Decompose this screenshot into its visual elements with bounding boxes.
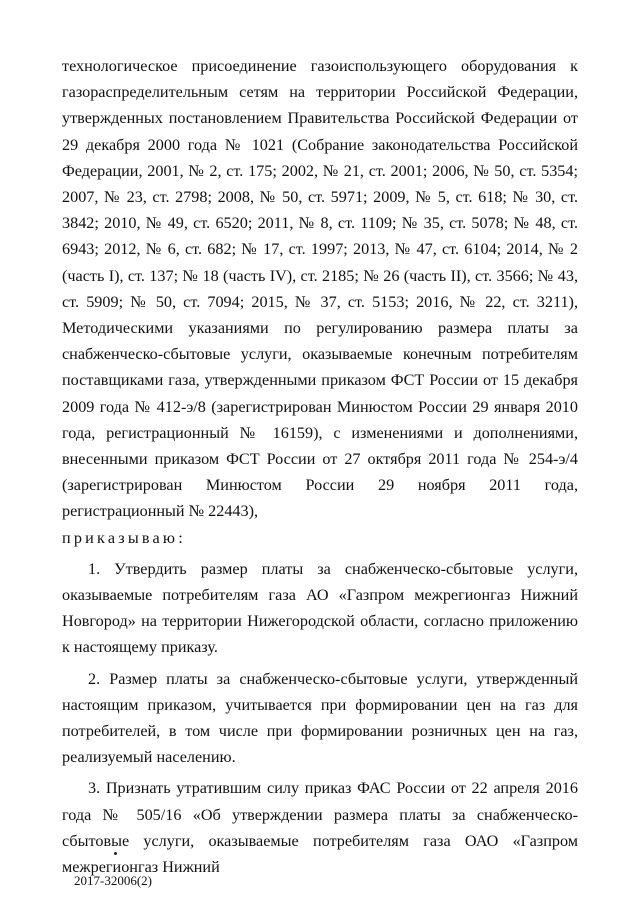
clause-2: 2. Размер платы за снабженческо-сбытовые услуги, утвержденный настоящим приказом, учитывается при формировании цен на газ для потребителей, в том числе при формировании розничных цен на газ, реализуемый населению.	[62, 669, 578, 767]
intro-paragraph: технологическое присоединение газоиспользующего оборудования к газораспределительным сетям на территории Российской Федерации, утвержденных постановлением Правительства Российской Федерации от 29 декабря 2000 года № 1021 (Собрание законодательства Российской Федерации, 2001, № 2, ст. 175; 2002, № 21, ст. 2001; 2006, № 50, ст. 5354; 2007, № 23, ст. 2798; 2008, № 50, ст. 5971; 2009, № 5, ст. 618; № 30, ст. 3842; 2010, № 49, ст. 6520; 2011, № 8, ст. 1109; № 35, ст. 5078; № 48, ст. 6943; 2012, № 6, ст. 682; № 17, ст. 1997; 2013, № 47, ст. 6104; 2014, № 2 (часть I), ст. 137; № 18 (часть IV), ст. 2185; № 26 (часть II), ст. 3566; № 43, ст. 5909; № 50, ст. 7094; 2015, № 37, ст. 5153; 2016, № 22, ст. 3211), Методическими указаниями по регулированию размера платы за снабженческо-сбытовые услуги, оказываемые конечным потребителям поставщиками газа, утвержденными приказом ФСТ России от 15 декабря 2009 года № 412-э/8 (зарегистрирован Минюстом России 29 января 2010 года, регистрационный № 16159), с изменениями и дополнениями, внесенными приказом ФСТ России от 27 октября 2011 года № 254-э/4 (зарегистрирован Минюстом России 29 ноября 2011 года, регистрационный № 22443),	[62, 57, 578, 521]
clause-1: 1. Утвердить размер платы за снабженческо-сбытовые услуги, оказываемые потребителям газа АО «Газпром межрегионгаз Нижний Новгород» на территории Нижегородской области, согласно приложению к настоящему приказу.	[62, 559, 578, 657]
ink-dot	[114, 852, 117, 855]
order-keyword: приказываю:	[62, 528, 186, 547]
footer-code: 2017-32006(2)	[74, 873, 152, 888]
clause-3: 3. Признать утратившим силу приказ ФАС России от 22 апреля 2016 года № 505/16 «Об утверждении размера платы за снабженческо-сбытовые услуги, оказываемые потребителям газа ОАО «Газпром межрегионгаз Нижний	[62, 779, 578, 877]
document-body	[62, 53, 578, 880]
